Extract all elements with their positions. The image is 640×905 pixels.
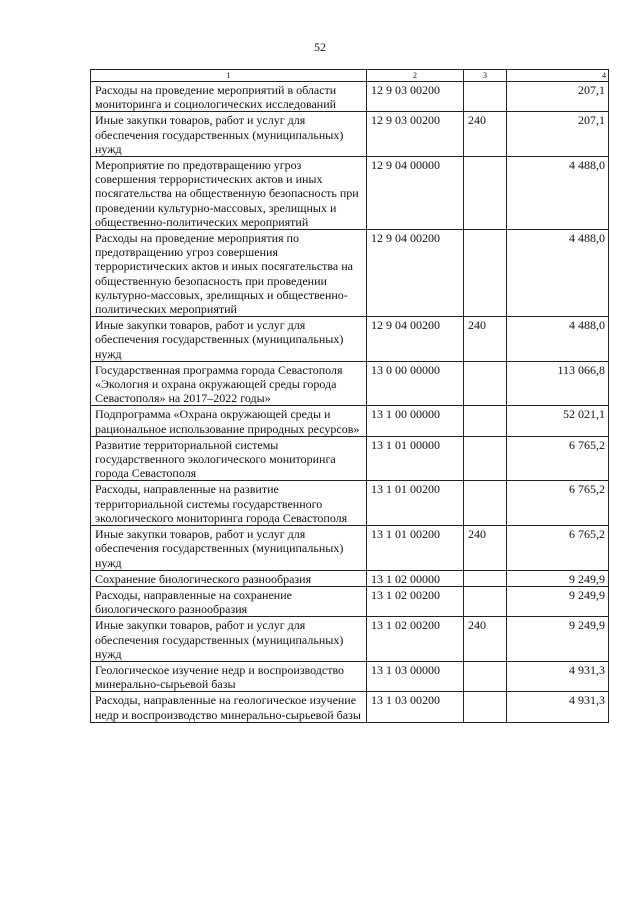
row-amount-cell: 4 931,3 — [507, 692, 609, 722]
row-type-cell — [464, 692, 507, 722]
row-name-cell: Расходы, направленные на геологическое изучение недр и воспроизводство минерально-сырьевой базы — [91, 692, 367, 722]
row-type-cell — [464, 406, 507, 436]
row-name-cell: Иные закупки товаров, работ и услуг для обеспечения государственных (муниципальных) нужд — [91, 317, 367, 362]
row-amount-cell: 113 066,8 — [507, 361, 609, 406]
table-row — [91, 406, 609, 436]
row-amount-cell: 6 765,2 — [507, 526, 609, 571]
row-code-cell: 13 1 03 00000 — [367, 661, 464, 691]
row-code-cell: 12 9 04 00200 — [367, 317, 464, 362]
row-type-cell — [464, 82, 507, 112]
row-amount-cell: 52 021,1 — [507, 406, 609, 436]
table-row — [91, 82, 609, 112]
row-code-cell: 13 1 00 00000 — [367, 406, 464, 436]
row-name-cell: Иные закупки товаров, работ и услуг для обеспечения государственных (муниципальных) нужд — [91, 617, 367, 662]
row-name-cell: Геологическое изучение недр и воспроизводство минерально-сырьевой базы — [91, 661, 367, 691]
row-amount-cell: 9 249,9 — [507, 570, 609, 586]
table-row — [91, 586, 609, 616]
row-amount-cell: 207,1 — [507, 82, 609, 112]
row-amount-cell: 4 488,0 — [507, 230, 609, 317]
column-header-3: 3 — [464, 70, 507, 82]
row-amount-cell: 9 249,9 — [507, 586, 609, 616]
row-code-cell: 12 9 04 00200 — [367, 230, 464, 317]
row-type-cell: 240 — [464, 526, 507, 571]
table-row — [91, 526, 609, 571]
row-amount-cell: 207,1 — [507, 112, 609, 157]
row-name-cell: Государственная программа города Севастополя «Экология и охрана окружающей среды города Севастополя» на 2017–2022 годы» — [91, 361, 367, 406]
row-type-cell — [464, 436, 507, 481]
row-type-cell: 240 — [464, 317, 507, 362]
row-name-cell: Иные закупки товаров, работ и услуг для обеспечения государственных (муниципальных) нужд — [91, 112, 367, 157]
row-code-cell: 12 9 04 00000 — [367, 157, 464, 230]
row-code-cell: 13 1 01 00200 — [367, 481, 464, 526]
row-name-cell: Расходы, направленные на развитие территориальной системы государственного экологического мониторинга города Севастополя — [91, 481, 367, 526]
table-body — [91, 82, 609, 723]
table-row — [91, 481, 609, 526]
column-header-2: 2 — [367, 70, 464, 82]
table-row — [91, 230, 609, 317]
row-code-cell: 13 1 01 00000 — [367, 436, 464, 481]
table-row — [91, 570, 609, 586]
row-type-cell — [464, 586, 507, 616]
table-row — [91, 661, 609, 691]
page-number: 52 — [314, 40, 326, 54]
row-name-cell: Расходы, направленные на сохранение биологического разнообразия — [91, 586, 367, 616]
row-amount-cell: 6 765,2 — [507, 481, 609, 526]
row-name-cell: Мероприятие по предотвращению угроз совершения террористических актов и иных посягательства на общественную безопасность при проведении культурно-массовых, зрелищных и общественно-политических мероприятий — [91, 157, 367, 230]
budget-table — [90, 69, 609, 723]
table-row — [91, 436, 609, 481]
row-code-cell: 13 1 02 00200 — [367, 617, 464, 662]
row-code-cell: 13 1 02 00200 — [367, 586, 464, 616]
row-amount-cell: 9 249,9 — [507, 617, 609, 662]
row-type-cell: 240 — [464, 112, 507, 157]
row-name-cell: Расходы на проведение мероприятия по предотвращению угроз совершения террористических актов и иных посягательства на общественную безопасность при проведении культурно-массовых, зрелищных и общественно-политических мероприятий — [91, 230, 367, 317]
row-code-cell: 13 1 02 00000 — [367, 570, 464, 586]
row-code-cell: 13 1 01 00200 — [367, 526, 464, 571]
row-type-cell — [464, 361, 507, 406]
row-amount-cell: 4 488,0 — [507, 157, 609, 230]
row-name-cell: Иные закупки товаров, работ и услуг для обеспечения государственных (муниципальных) нужд — [91, 526, 367, 571]
row-type-cell — [464, 230, 507, 317]
table-row — [91, 112, 609, 157]
row-name-cell: Подпрограмма «Охрана окружающей среды и рациональное использование природных ресурсов» — [91, 406, 367, 436]
row-type-cell — [464, 481, 507, 526]
row-type-cell — [464, 157, 507, 230]
row-code-cell: 13 1 03 00200 — [367, 692, 464, 722]
row-amount-cell: 6 765,2 — [507, 436, 609, 481]
row-code-cell: 12 9 03 00200 — [367, 82, 464, 112]
table-header-row — [91, 70, 609, 82]
row-name-cell: Сохранение биологического разнообразия — [91, 570, 367, 586]
table-row — [91, 361, 609, 406]
column-header-1: 1 — [91, 70, 367, 82]
row-code-cell: 12 9 03 00200 — [367, 112, 464, 157]
table-row — [91, 692, 609, 722]
row-amount-cell: 4 488,0 — [507, 317, 609, 362]
row-amount-cell: 4 931,3 — [507, 661, 609, 691]
column-header-4: 4 — [507, 70, 609, 82]
row-name-cell: Расходы на проведение мероприятий в области мониторинга и социологических исследований — [91, 82, 367, 112]
table-row — [91, 617, 609, 662]
table-row — [91, 157, 609, 230]
row-type-cell — [464, 661, 507, 691]
row-code-cell: 13 0 00 00000 — [367, 361, 464, 406]
row-type-cell: 240 — [464, 617, 507, 662]
row-type-cell — [464, 570, 507, 586]
row-name-cell: Развитие территориальной системы государственного экологического мониторинга города Севастополя — [91, 436, 367, 481]
table-row — [91, 317, 609, 362]
